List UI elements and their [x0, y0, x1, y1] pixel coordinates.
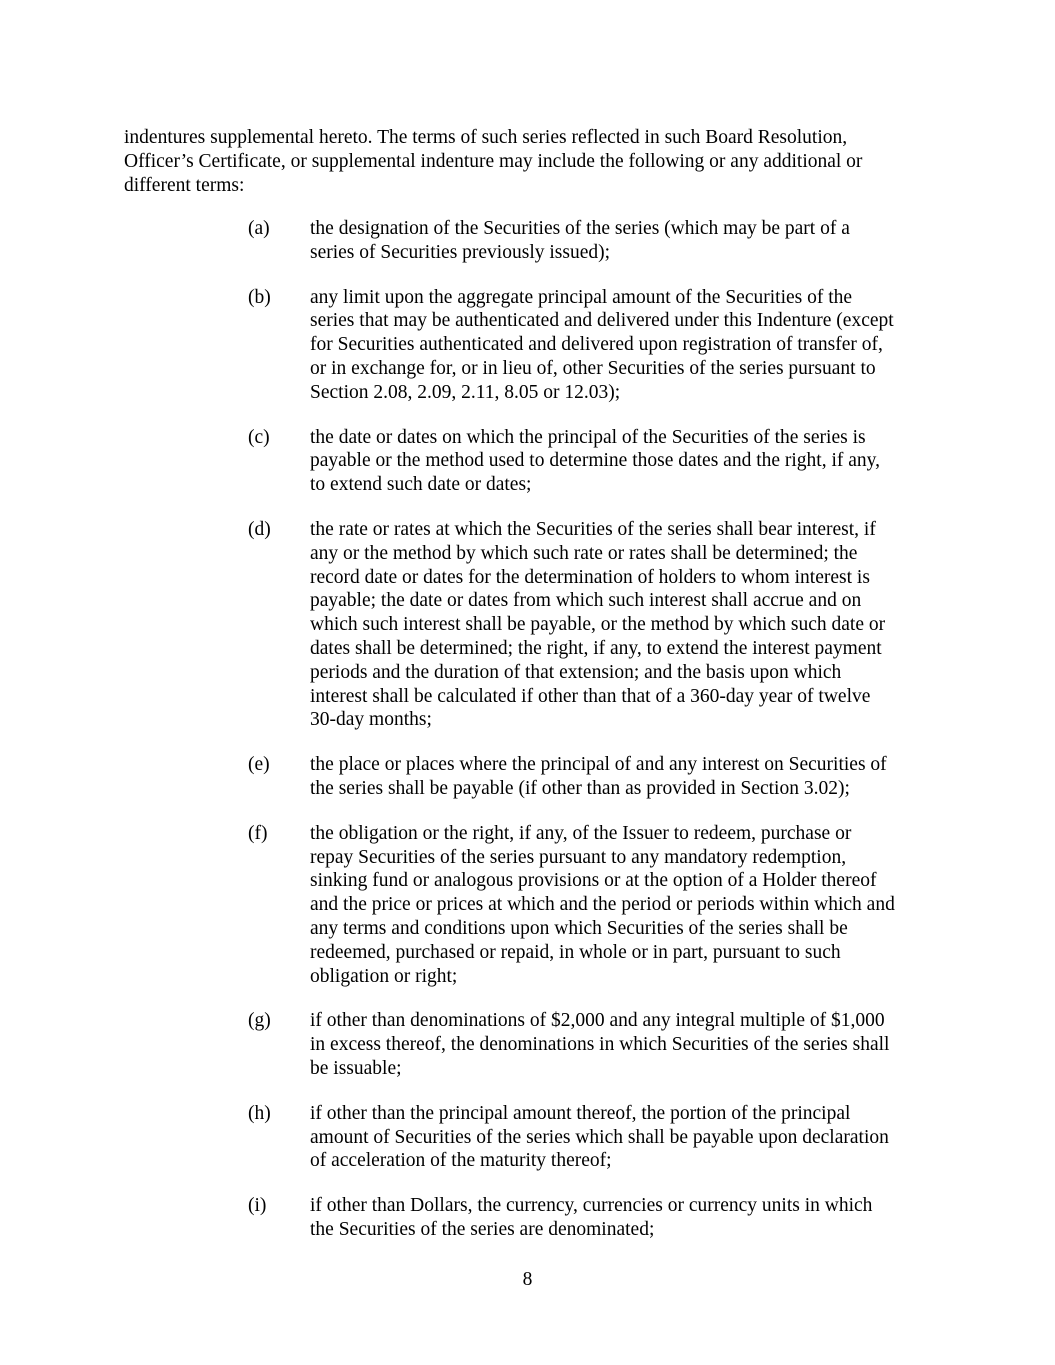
item-text: [310, 1102, 948, 1173]
item-line: dates shall be determined; the right, if any, to extend the interest payment: [310, 637, 882, 659]
list-item-g: [248, 1009, 948, 1080]
item-label: (f): [248, 822, 268, 844]
list-item-b: [248, 286, 948, 405]
page-number: 8: [522, 1269, 533, 1290]
item-line: if other than denominations of $2,000 and any integral multiple of $1,000: [310, 1010, 885, 1032]
list-item-e: [248, 753, 948, 801]
item-line: interest shall be calculated if other than that of a 360-day year of twelve: [310, 685, 871, 707]
item-text: [310, 518, 948, 732]
item-line: for Securities authenticated and delivered upon registration of transfer of,: [310, 334, 883, 356]
item-line: if other than Dollars, the currency, currencies or currency units in which: [310, 1195, 873, 1217]
item-line: the date or dates on which the principal of the Securities of the series is: [310, 426, 866, 448]
item-line: be issuable;: [310, 1057, 402, 1079]
item-line: the series shall be payable (if other than as provided in Section 3.02);: [310, 777, 850, 799]
item-line: to extend such date or dates;: [310, 474, 532, 496]
intro-line: Officer’s Certificate, or supplemental indenture may include the following or any additional or: [124, 150, 863, 172]
item-line: the place or places where the principal of and any interest on Securities of: [310, 754, 887, 776]
item-line: the obligation or the right, if any, of the Issuer to redeem, purchase or: [310, 822, 852, 844]
list-item-a: [248, 217, 948, 265]
item-line: repay Securities of the series pursuant to any mandatory redemption,: [310, 846, 847, 868]
terms-list: [248, 217, 948, 1263]
item-text: [310, 286, 948, 405]
item-line: the Securities of the series are denominated;: [310, 1218, 655, 1240]
item-line: series that may be authenticated and delivered under this Indenture (except: [310, 310, 894, 332]
list-item-f: [248, 822, 948, 989]
item-text: [310, 822, 948, 989]
item-line: which such interest shall be payable, or the method by which such date or: [310, 614, 886, 636]
list-item-h: [248, 1102, 948, 1173]
item-label: (a): [248, 218, 270, 239]
item-text: [310, 753, 948, 801]
list-item-c: [248, 426, 948, 497]
item-label: (d): [248, 518, 271, 540]
item-label: (g): [248, 1010, 271, 1032]
item-line: payable; the date or dates from which such interest shall accrue and on: [310, 590, 862, 612]
item-line: if other than the principal amount thereof, the portion of the principal: [310, 1102, 851, 1124]
item-label: (i): [248, 1195, 267, 1217]
intro-line: different terms:: [124, 174, 245, 196]
list-item-d: [248, 518, 948, 732]
intro-line: indentures supplemental hereto. The terms of such series reflected in such Board Resolution,: [124, 127, 848, 148]
item-line: redeemed, purchased or repaid, in whole or in part, pursuant to such: [310, 941, 841, 963]
item-line: the rate or rates at which the Securities of the series shall bear interest, if: [310, 518, 876, 540]
item-label: (c): [248, 426, 270, 448]
item-line: payable or the method used to determine those dates and the right, if any,: [310, 450, 881, 472]
item-line: Section 2.08, 2.09, 2.11, 8.05 or 12.03);: [310, 381, 621, 403]
item-label: (b): [248, 286, 271, 308]
item-line: in excess thereof, the denominations in which Securities of the series shall: [310, 1034, 890, 1056]
item-line: record date or dates for the determination of holders to whom interest is: [310, 566, 870, 588]
item-text: [310, 1009, 948, 1080]
item-line: 30-day months;: [310, 709, 432, 731]
item-label: (h): [248, 1102, 271, 1124]
item-line: amount of Securities of the series which shall be payable upon declaration: [310, 1126, 889, 1148]
item-line: and the price or prices at which and the period or periods within which and: [310, 894, 895, 916]
item-label: (e): [248, 754, 270, 776]
item-text: [310, 217, 948, 265]
item-line: periods and the duration of that extension; and the basis upon which: [310, 661, 842, 683]
list-item-i: [248, 1194, 948, 1242]
item-line: series of Securities previously issued);: [310, 241, 611, 263]
item-line: any or the method by which such rate or rates shall be determined; the: [310, 542, 858, 564]
item-text: [310, 1194, 948, 1242]
item-line: any limit upon the aggregate principal amount of the Securities of the: [310, 286, 853, 308]
item-line: sinking fund or analogous provisions or at the option of a Holder thereof: [310, 870, 877, 892]
item-line: any terms and conditions upon which Securities of the series shall be: [310, 917, 848, 939]
intro-paragraph: [124, 126, 924, 197]
item-line: of acceleration of the maturity thereof;: [310, 1150, 612, 1172]
item-line: obligation or right;: [310, 965, 458, 987]
item-text: [310, 426, 948, 497]
item-line: or in exchange for, or in lieu of, other Securities of the series pursuant to: [310, 357, 876, 379]
item-line: the designation of the Securities of the series (which may be part of a: [310, 218, 850, 239]
